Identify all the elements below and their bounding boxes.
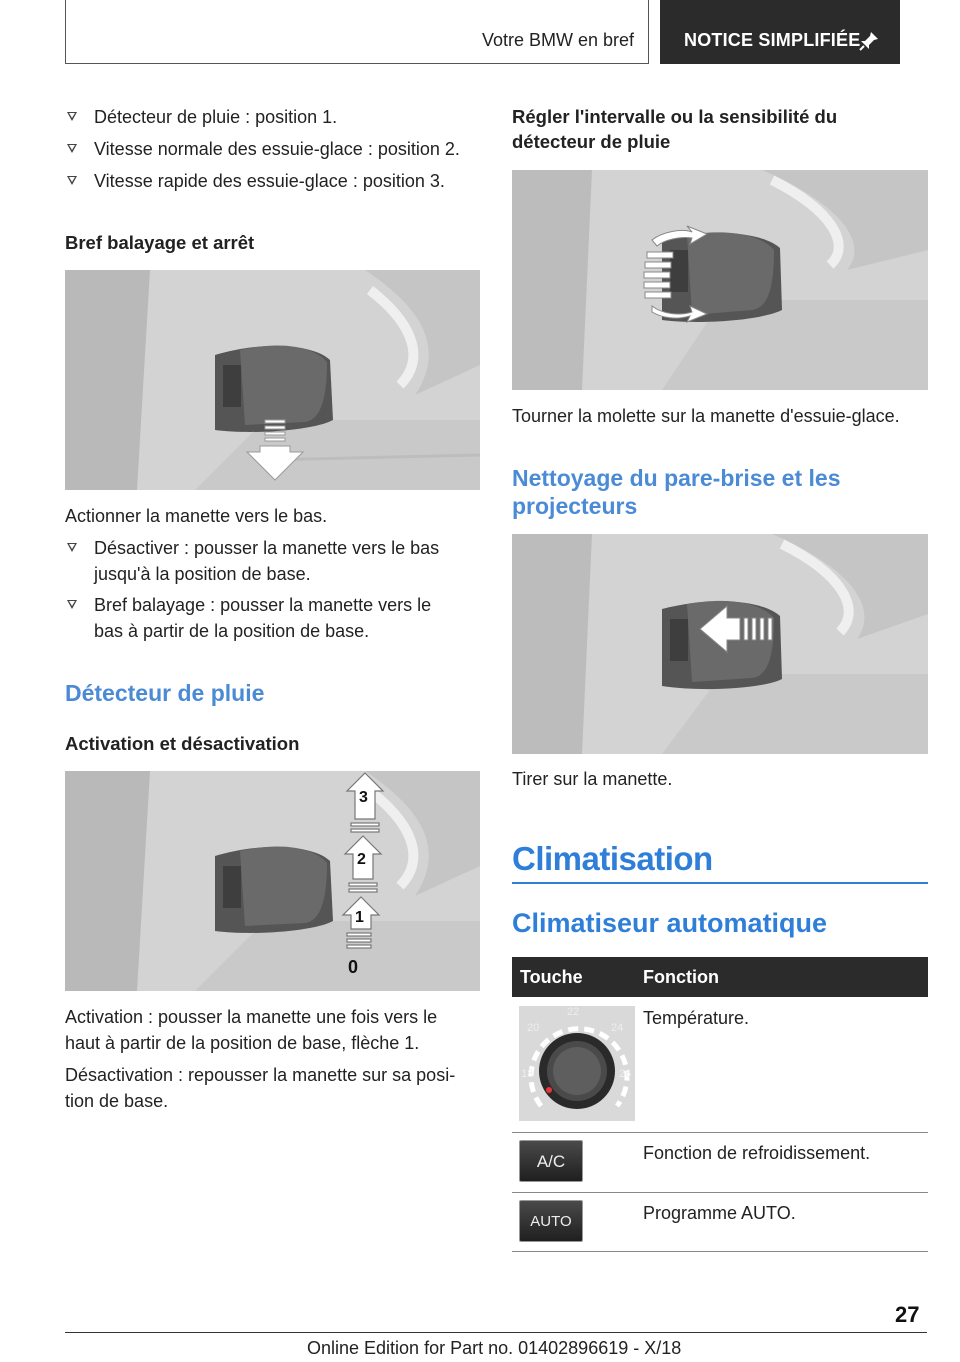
figure-label-0: 0 [348, 957, 359, 977]
caption-lever-pull: Tirer sur la manette. [512, 769, 673, 789]
table-col-touche: Touche [520, 967, 583, 987]
heading-activation: Activation et désactivation [65, 733, 300, 754]
bullet-item: Détecteur de pluie : position 1. [65, 104, 485, 130]
paragraph-activation: Activation : pousser la manette une fois vers le haut à partir de la position de base, flèche 1. [65, 1007, 438, 1053]
table-cell-fonction: Température. [643, 1008, 750, 1028]
heading-climatiseur-auto: Climatiseur automatique [512, 908, 828, 938]
figure-label-2: 2 [357, 851, 366, 868]
bullet-triangle-icon [67, 144, 77, 153]
heading-nettoyage: Nettoyage du pare-brise et les projecteurs [512, 465, 841, 519]
bullet-triangle-icon [67, 112, 77, 121]
table-cell-fonction: Fonction de refroidissement. [643, 1143, 871, 1163]
bullet-item: Vitesse rapide des essuie-glace : position 3. [65, 168, 485, 194]
table-cell-fonction: Programme AUTO. [643, 1203, 796, 1223]
paragraph-desactivation: Désactivation : repousser la manette sur sa posi- tion de base. [65, 1065, 456, 1111]
bullet-triangle-icon [67, 600, 77, 609]
header-section-title: Votre BMW en bref [481, 30, 634, 50]
table-divider [512, 1192, 928, 1193]
table-divider [512, 1251, 928, 1252]
heading-climatisation: Climatisation [512, 840, 713, 877]
caption-lever-down: Actionner la manette vers le bas. [65, 506, 328, 526]
header-section-box [65, 0, 649, 64]
figure-lever-pull [512, 534, 928, 754]
bullet-item: Bref balayage : pousser la manette vers le bas à partir de la position de base. [65, 592, 485, 644]
figure-lever-positions [65, 771, 480, 991]
table-col-fonction: Fonction [643, 967, 719, 987]
heading-detecteur-pluie: Détecteur de pluie [65, 680, 265, 706]
bullet-triangle-icon [67, 176, 77, 185]
figure-label-1: 1 [355, 909, 364, 926]
heading-rule [512, 882, 928, 884]
page-number: 27 [895, 1302, 920, 1327]
heading-regler-intervalle: Régler l'intervalle ou la sensibilité du détecteur de pluie [512, 106, 838, 152]
figure-lever-down [65, 270, 480, 490]
bullet-item: Désactiver : pousser la manette vers le bas jusqu'à la position de base. [65, 535, 485, 587]
figure-thumbwheel [512, 170, 928, 390]
table-divider [512, 1132, 928, 1133]
bullet-triangle-icon [67, 543, 77, 552]
pin-icon [858, 30, 880, 52]
ac-button-icon: A/C [519, 1140, 583, 1182]
header-chapter-tab [660, 0, 900, 64]
footer-edition: Online Edition for Part no. 01402896619 - X/18 [307, 1338, 682, 1358]
bullet-item: Vitesse normale des essuie-glace : position 2. [65, 136, 485, 162]
caption-thumbwheel: Tourner la molette sur la manette d'essuie-glace. [512, 406, 900, 426]
heading-bref-balayage: Bref balayage et arrêt [65, 232, 255, 253]
auto-button-icon: AUTO [519, 1200, 583, 1242]
temperature-dial-icon: 22 20 24 18 26 [519, 1006, 635, 1121]
table-header [512, 957, 928, 997]
header-chapter-title: NOTICE SIMPLIFIÉE [684, 30, 861, 50]
footer-rule [65, 1332, 927, 1333]
figure-label-3: 3 [359, 789, 368, 806]
